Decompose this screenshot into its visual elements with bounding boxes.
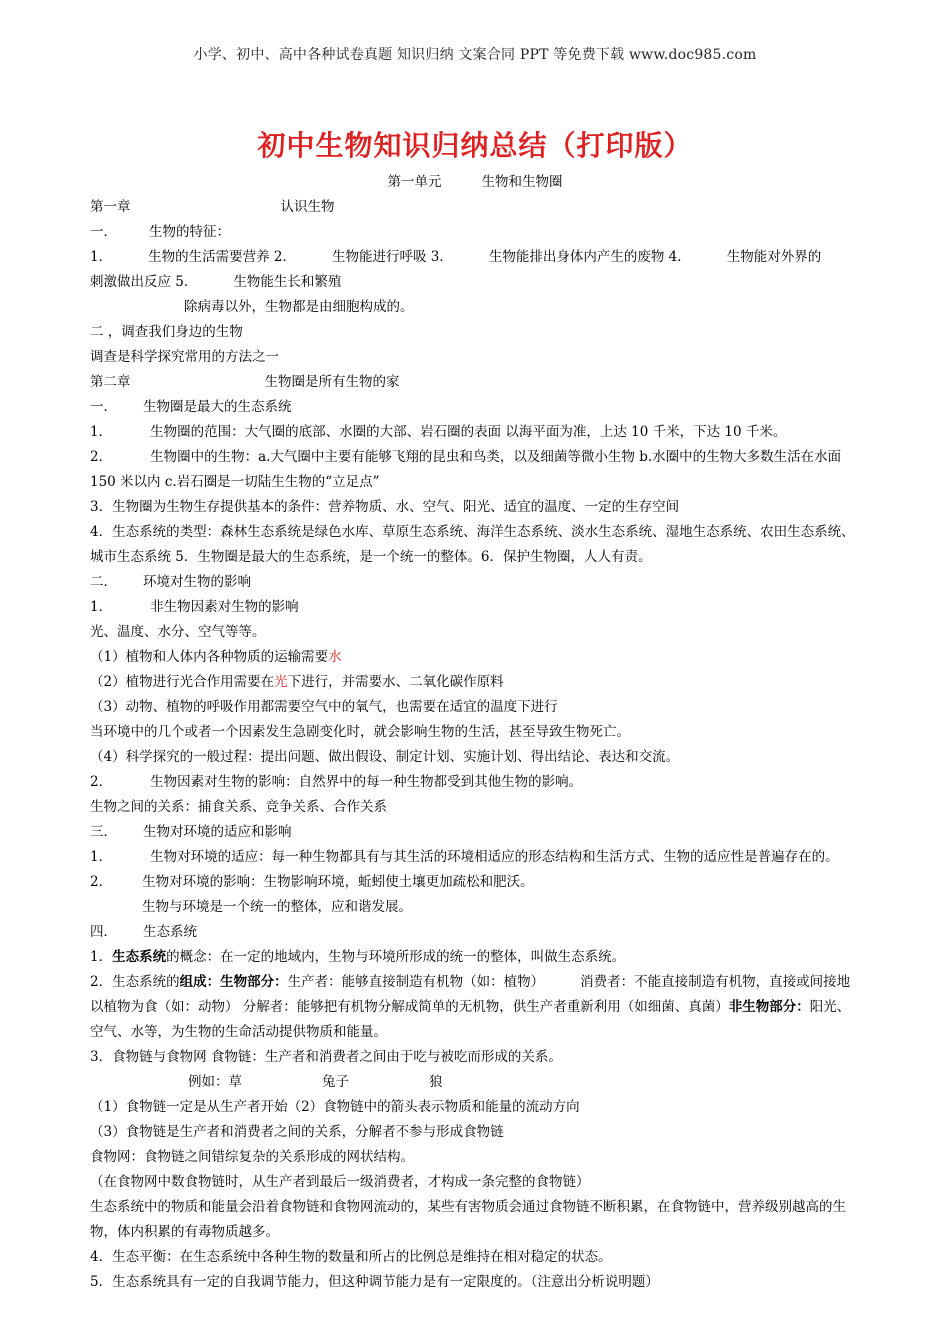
document-title: 初中生物知识归纳总结（打印版）	[257, 129, 693, 162]
feature-list: 1． 生物的生活需要营养 2． 生物能进行呼吸 3． 生物能排出身体内产生的废物 4． 生物能对外界的	[90, 249, 822, 265]
paragraph: 4．生态平衡：在生态系统中各种生物的数量和所占的比例总是维持在相对稳定的状态。	[90, 1249, 612, 1265]
paragraph: 食物网：食物链之间错综复杂的关系形成的网状结构。	[90, 1149, 414, 1165]
paragraph: 除病毒以外，生物都是由细胞构成的。	[184, 299, 414, 315]
unit-name: 生物和生物圈	[481, 174, 563, 190]
paragraph: 当环境中的几个或者一个因素发生急剧变化时，就会影响生物的生活，甚至导致生物死亡。	[90, 724, 630, 740]
highlight-text: 光	[274, 674, 288, 690]
paragraph: （在食物网中数食物链时，从生产者到最后一级消费者，才构成一条完整的食物链）	[90, 1174, 590, 1190]
paragraph: （1）植物和人体内各种物质的运输需要水	[90, 649, 342, 665]
paragraph: 5．生态系统具有一定的自我调节能力，但这种调节能力是有一定限度的。（注意出分析说明题）	[90, 1274, 659, 1290]
page-header: 小学、初中、高中各种试卷真题 知识归纳 文案合同 PPT 等免费下载 www.doc985.com	[193, 47, 757, 63]
paragraph: 生物与环境是一个统一的整体，应和谐发展。	[142, 899, 412, 915]
food-chain-example: 例如：草 兔子 狼	[188, 1074, 443, 1090]
paragraph: 4．生态系统的类型：森林生态系统是绿色水库、草原生态系统、海洋生态系统、淡水生态系统、湿地生态系统、农田生态系统、城市生态系统 5．生物圈是最大的生态系统，是一个统一的整体。6．保护生物圈，人人有责。	[90, 524, 855, 565]
paragraph: 生态系统中的物质和能量会沿着食物链和食物网流动的，某些有害物质会通过食物链不断积累，在食物链中，营养级别越高的生物，体内积累的有毒物质越多。	[90, 1199, 846, 1240]
paragraph: 光、温度、水分、空气等等。	[90, 624, 266, 640]
highlight-text: 水	[328, 649, 342, 665]
chapter-2-heading	[90, 370, 860, 395]
chapter-name: 生物圈是所有生物的家	[264, 374, 400, 390]
section-heading: 四． 生态系统	[90, 924, 197, 940]
paragraph: 生物之间的关系：捕食关系、竞争关系、合作关系	[90, 799, 387, 815]
chapter-name: 认识生物	[280, 199, 335, 215]
paragraph: 2． 生物因素对生物的影响：自然界中的每一种生物都受到其他生物的影响。	[90, 774, 583, 790]
paragraph: 1． 生物对环境的适应：每一种生物都具有与其生活的环境相适应的形态结构和生活方式、生物的适应性是普遍存在的。2． 生物对环境的影响：生物影响环境，蚯蚓使土壤更加疏松和肥沃。	[90, 849, 839, 890]
paragraph: （1）食物链一定是从生产者开始（2）食物链中的箭头表示物质和能量的流动方向	[90, 1099, 580, 1115]
section-heading: 三． 生物对环境的适应和影响	[90, 824, 292, 840]
section-heading: 一． 生物圈是最大的生态系统	[90, 399, 292, 415]
unit-label: 第一单元	[387, 174, 442, 190]
paragraph: 2． 生物圈中的生物：a.大气圈中主要有能够飞翔的昆虫和鸟类，以及细菌等微小生物 b.水圈中的生物大多数生活在水面 150 米以内 c.岩石圈是一切陆生生物的“立足点”	[90, 449, 842, 490]
paragraph: 3．食物链与食物网 食物链：生产者和消费者之间由于吃与被吃而形成的关系。	[90, 1049, 562, 1065]
feature-list-cont: 刺激做出反应 5． 生物能生长和繁殖	[90, 274, 342, 290]
paragraph: （3）动物、植物的呼吸作用都需要空气中的氧气，也需要在适宜的温度下进行	[90, 699, 558, 715]
paragraph: 2．生态系统的组成：生物部分：生产者：能够直接制造有机物（如：植物） 消费者：不能直接制造有机物，直接或间接地以植物为食（如：动物） 分解者：能够把有机物分解成简单的无机物，供生产者重新利用（如细菌、真菌）非生物部分：阳光、空气、水等，为生物的生命活动提供物质和能量。	[90, 974, 851, 1040]
paragraph: 1． 非生物因素对生物的影响	[90, 599, 299, 615]
paragraph: （4）科学探究的一般过程：提出问题、做出假设、制定计划、实施计划、得出结论、表达和交流。	[90, 749, 680, 765]
paragraph: （3）食物链是生产者和消费者之间的关系，分解者不参与形成食物链	[90, 1124, 504, 1140]
chapter-1-heading	[90, 195, 860, 220]
paragraph: （2）植物进行光合作用需要在光下进行，并需要水、二氧化碳作原料	[90, 674, 504, 690]
paragraph: 1．生态系统的概念：在一定的地域内，生物与环境所形成的统一的整体，叫做生态系统。	[90, 949, 626, 965]
section-heading: 二 ，调查我们身边的生物	[90, 324, 243, 340]
paragraph: 调查是科学探究常用的方法之一	[90, 349, 279, 365]
paragraph: 1． 生物圈的范围：大气圈的底部、水圈的大部、岩石圈的表面 以海平面为准，上达 10 千米，下达 10 千米。	[90, 424, 787, 440]
section-heading: 二． 环境对生物的影响	[90, 574, 251, 590]
chapter-label: 第一章	[90, 199, 131, 215]
chapter-label: 第二章	[90, 374, 131, 390]
unit-heading	[90, 170, 860, 195]
section-heading: 一． 生物的特征：	[90, 224, 230, 240]
paragraph: 3．生物圈为生物生存提供基本的条件：营养物质、水、空气、阳光、适宜的温度、一定的生存空间	[90, 499, 680, 515]
document-body	[90, 170, 860, 1295]
